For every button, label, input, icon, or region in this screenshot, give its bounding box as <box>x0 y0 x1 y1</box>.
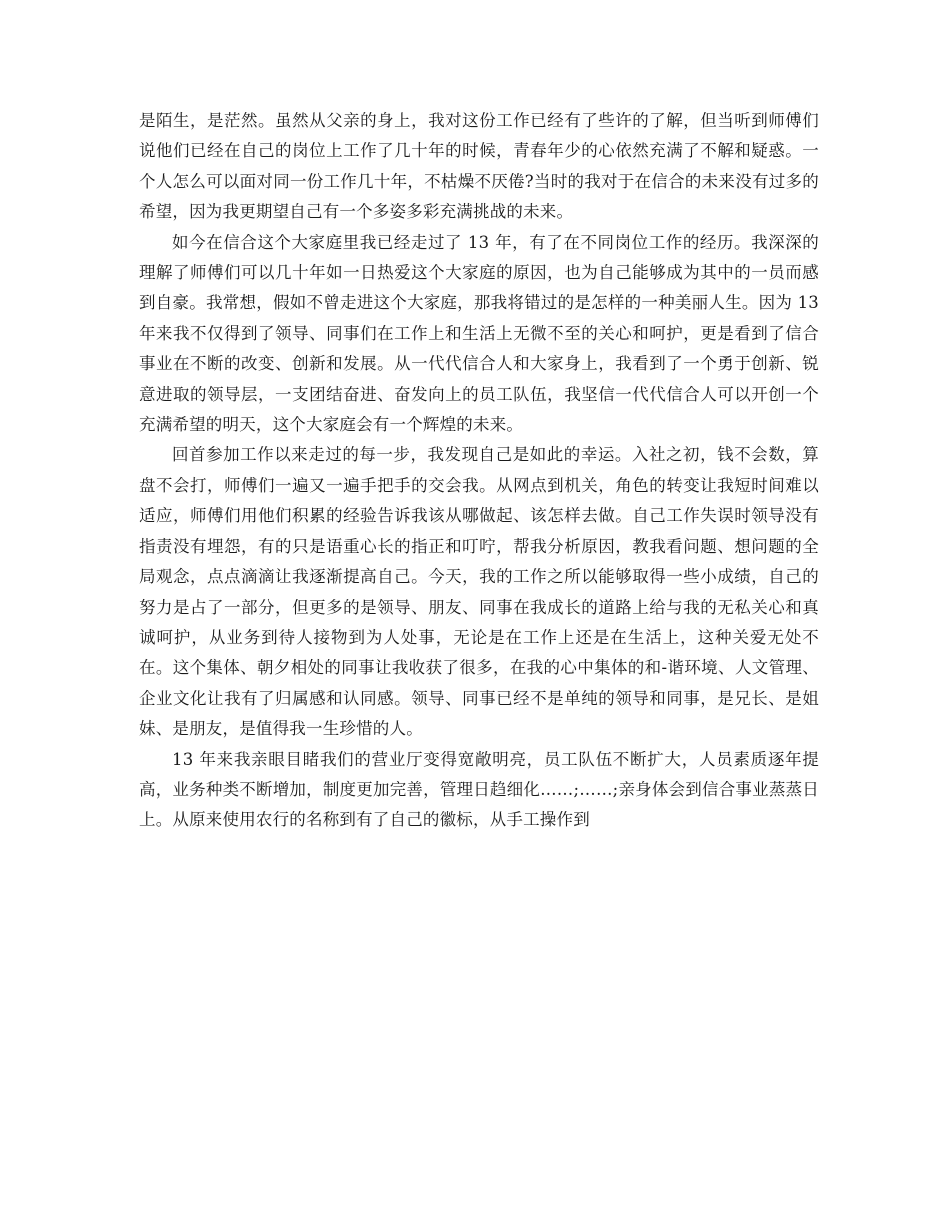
paragraph-2: 如今在信合这个大家庭里我已经走过了 13 年，有了在不同岗位工作的经历。我深深的理解了师傅们可以几十年如一日热爱这个大家庭的原因，也为自己能够成为其中的一员而感到自豪。我常想，假如不曾走进这个大家庭，那我将错过的是怎样的一种美丽人生。因为 13 年来我不仅得到了领导、同事们在工作上和生活上无微不至的关心和呵护，更是看到了信合事业在不断的改变、创新和发展。从一代代信合人和大家身上，我看到了一个勇于创新、锐意进取的领导层，一支团结奋进、奋发向上的员工队伍，我坚信一代代信合人可以开创一个充满希望的明天，这个大家庭会有一个辉煌的未来。 <box>139 232 819 435</box>
paragraph-3: 回首参加工作以来走过的每一步，我发现自己是如此的幸运。入社之初，钱不会数，算盘不会打，师傅们一遍又一遍手把手的交会我。从网点到机关，角色的转变让我短时间难以适应，师傅们用他们积累的经验告诉我该从哪做起、该怎样去做。自己工作失误时领导没有指责没有埋怨，有的只是语重心长的指正和叮咛，帮我分析原因，教我看问题、想问题的全局观念，点点滴滴让我逐渐提高自己。今天，我的工作之所以能够取得一些小成绩，自己的努力是占了一部分，但更多的是领导、朋友、同事在我成长的道路上给与我的无私关心和真诚呵护，从业务到待人接物到为人处事，无论是在工作上还是在生活上，这种关爱无处不在。这个集体、朝夕相处的同事让我收获了很多，在我的心中集体的和-谐环境、人文管理、企业文化让我有了归属感和认同感。领导、同事已经不是单纯的领导和同事，是兄长、是姐妹、是朋友，是值得我一生珍惜的人。 <box>139 445 819 739</box>
paragraph-1: 是陌生，是茫然。虽然从父亲的身上，我对这份工作已经有了些许的了解，但当听到师傅们说他们已经在自己的岗位上工作了几十年的时候，青春年少的心依然充满了不解和疑惑。一个人怎么可以面对同一份工作几十年，不枯燥不厌倦?当时的我对于在信合的未来没有过多的希望，因为我更期望自己有一个多姿多彩充满挑战的未来。 <box>139 111 819 222</box>
paragraph-4: 13 年来我亲眼目睹我们的营业厅变得宽敞明亮，员工队伍不断扩大，人员素质逐年提高，业务种类不断增加，制度更加完善，管理日趋细化……;……;亲身体会到信合事业蒸蒸日上。从原来使用农行的名称到有了自己的徽标，从手工操作到 <box>139 749 819 830</box>
document-body <box>139 106 819 836</box>
